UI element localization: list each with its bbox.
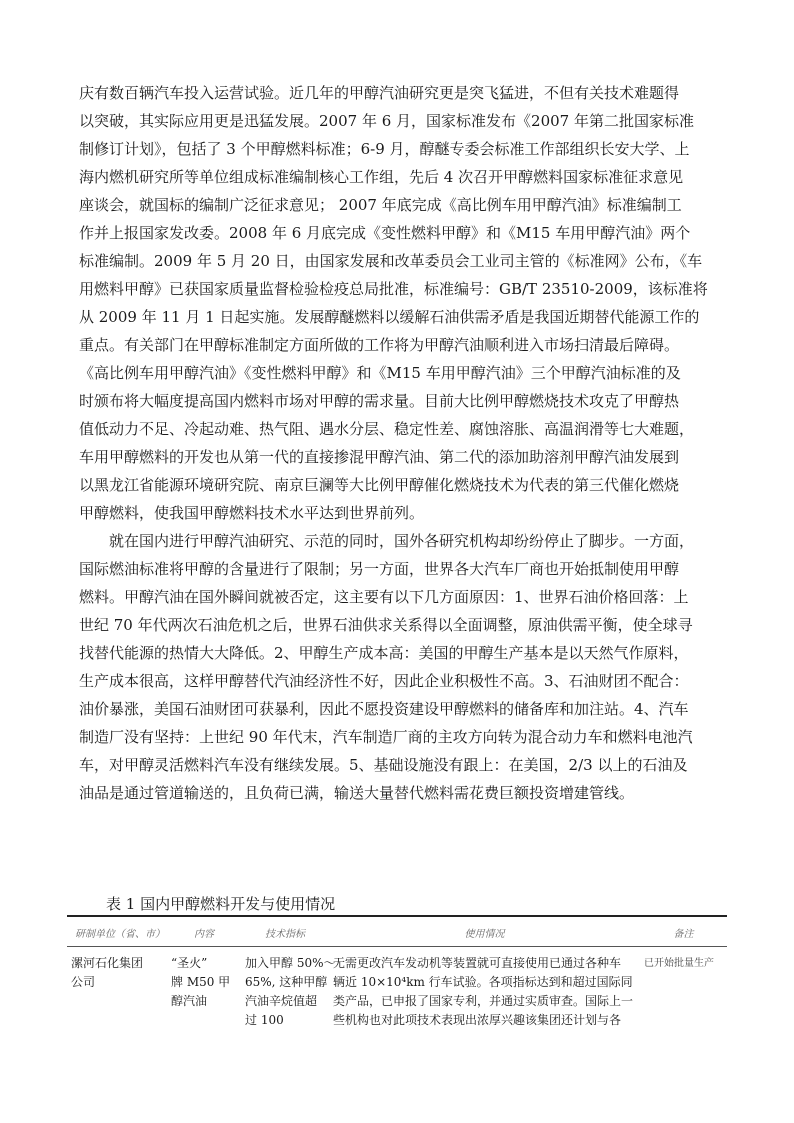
cell-line: 公司 — [71, 975, 96, 989]
table-header-row — [67, 925, 727, 947]
cell-line: 醇汽油 — [171, 994, 208, 1008]
text-line: 世纪 70 年代两次石油危机之后，世界石油供求关系得以全面调整，原油供需平衡，使全球寻 — [79, 616, 693, 634]
text-line: 生产成本很高，这样甲醇替代汽油经济性不好，因此企业积极性不高。3、石油财团不配合： — [79, 672, 689, 690]
text-line: 值低动力不足、冷起动难、热气阻、遇水分层、稳定性差、腐蚀溶胀、高温润滑等七大难题， — [79, 420, 695, 438]
text-line: 重点。有关部门在甲醇标准制定方面所做的工作将为甲醇汽油顺利进入市场扫清最后障碍。 — [79, 336, 680, 354]
cell-line: 无需更改汽车发动机等装置就可直接使用已通过各种车 — [333, 956, 622, 970]
cell-line: 牌 M50 甲 — [171, 975, 231, 989]
cell-line: 已开始批量生产 — [644, 958, 714, 969]
text-line: 庆有数百辆汽车投入运营试验。近几年的甲醇汽油研究更是突飞猛进，不但有关技术难题得 — [79, 84, 680, 102]
text-line: 车，对甲醇灵活燃料汽车没有继续发展。5、基础设施没有跟上：在美国，2/3 以上的石油及 — [79, 756, 688, 774]
column-header: 技术指标 — [265, 929, 305, 940]
table-header-rule-row — [67, 947, 727, 955]
text-line: 燃料。甲醇汽油在国外瞬间就被否定，这主要有以下几方面原因：1、世界石油价格回落：上 — [79, 588, 689, 606]
text-line: 作并上报国家发改委。2008 年 6 月底完成《变性燃料甲醇》和《M15 车用甲醇汽油》两个 — [79, 224, 691, 242]
column-header: 研制单位（省、市） — [75, 929, 165, 940]
header-divider — [67, 947, 727, 955]
cell-line: 类产品，已申报了国家专利，并通过实质审查。国际上一 — [333, 994, 634, 1008]
text-line: 就在国内进行甲醇汽油研究、示范的同时，国外各研究机构却纷纷停止了脚步。一方面， — [109, 532, 695, 550]
cell-unit — [67, 954, 167, 1030]
text-line: 时颁布将大幅度提高国内燃料市场对甲醇的需求量。目前大比例甲醇燃烧技术攻克了甲醇热 — [79, 392, 680, 410]
methanol-fuel-table — [67, 925, 727, 1030]
text-line: 座谈会，就国标的编制广泛征求意见； 2007 年底完成《高比例车用甲醇汽油》标准编制工 — [79, 196, 682, 214]
text-line: 车用甲醇燃料的开发也从第一代的直接掺混甲醇汽油、第二代的添加助溶剂甲醇汽油发展到 — [79, 448, 680, 466]
cell-line: 些机构也对此项技术表现出浓厚兴趣该集团还计划与各 — [333, 1013, 622, 1027]
cell-content — [167, 954, 241, 1030]
cell-line: 加入甲醇 50%～ — [245, 956, 336, 970]
text-line: 国际燃油标准将甲醇的含量进行了限制；另一方面，世界各大汽车厂商也开始抵制使用甲醇 — [79, 560, 680, 578]
text-line: 标准编制。2009 年 5 月 20 日，由国家发展和改革委员会工业司主管的《标准网》公布，《车 — [79, 252, 703, 270]
column-header: 备注 — [673, 929, 694, 940]
cell-usage — [329, 954, 640, 1030]
cell-line: 过 100 — [245, 1013, 284, 1027]
cell-line: “圣火” — [171, 956, 208, 970]
cell-line: 65%, 这种甲醇 — [245, 975, 328, 989]
text-line: 油价暴涨，美国石油财团可获暴利，因此不愿投资建设甲醇燃料的储备库和加注站。4、汽车 — [79, 700, 689, 718]
cell-note — [640, 954, 727, 1030]
text-line: 用燃料甲醇》已获国家质量监督检验检疫总局批准，标准编号：GB/T 23510-2009，该标准将 — [79, 280, 708, 298]
text-line: 《高比例车用甲醇汽油》《变性燃料甲醇》和《M15 车用甲醇汽油》三个甲醇汽油标准的及 — [79, 364, 681, 382]
cell-line: 漯河石化集团 — [71, 956, 144, 970]
text-line: 海内燃机研究所等单位组成标准编制核心工作组，先后 4 次召开甲醇燃料国家标准征求意见 — [79, 168, 684, 186]
column-header: 使用情况 — [464, 929, 505, 940]
text-line: 制造厂没有坚持：上世纪 90 年代末，汽车制造厂商的主攻方向转为混合动力车和燃料电池汽 — [79, 728, 693, 746]
table-caption: 表 1 国内甲醇燃料开发与使用情况 — [106, 895, 336, 913]
cell-line: 辆近 10×10⁴km 行车试验。各项指标达到和超过国际同 — [333, 975, 633, 989]
text-line: 以突破，其实际应用更是迅猛发展。2007 年 6 月，国家标准发布《2007 年第二批国家标准 — [79, 112, 694, 130]
text-line: 甲醇燃料，使我国甲醇燃料技术水平达到世界前列。 — [79, 504, 425, 522]
cell-line: 汽油辛烷值超 — [245, 994, 318, 1008]
text-line: 油品是通过管道输送的，且负荷已满，输送大量替代燃料需花费巨额投资增建管线。 — [79, 784, 635, 802]
text-line: 以黑龙江省能源环境研究院、南京巨澜等大比例甲醇催化燃烧技术为代表的第三代催化燃烧 — [79, 476, 680, 494]
table-row — [67, 954, 727, 1030]
text-line: 从 2009 年 11 月 1 日起实施。发展醇醚燃料以缓解石油供需矛盾是我国近期替代能源工作的 — [79, 308, 700, 326]
text-line: 找替代能源的热情大大降低。2、甲醇生产成本高：美国的甲醇生产基本是以天然气作原料， — [79, 644, 689, 662]
text-line: 制修订计划》，包括了 3 个甲醇燃料标准；6-9 月，醇醚专委会标准工作部组织长安大学、上 — [79, 140, 690, 158]
table-top-rule — [67, 915, 727, 917]
cell-index — [241, 954, 336, 1030]
column-header: 内容 — [194, 929, 214, 940]
